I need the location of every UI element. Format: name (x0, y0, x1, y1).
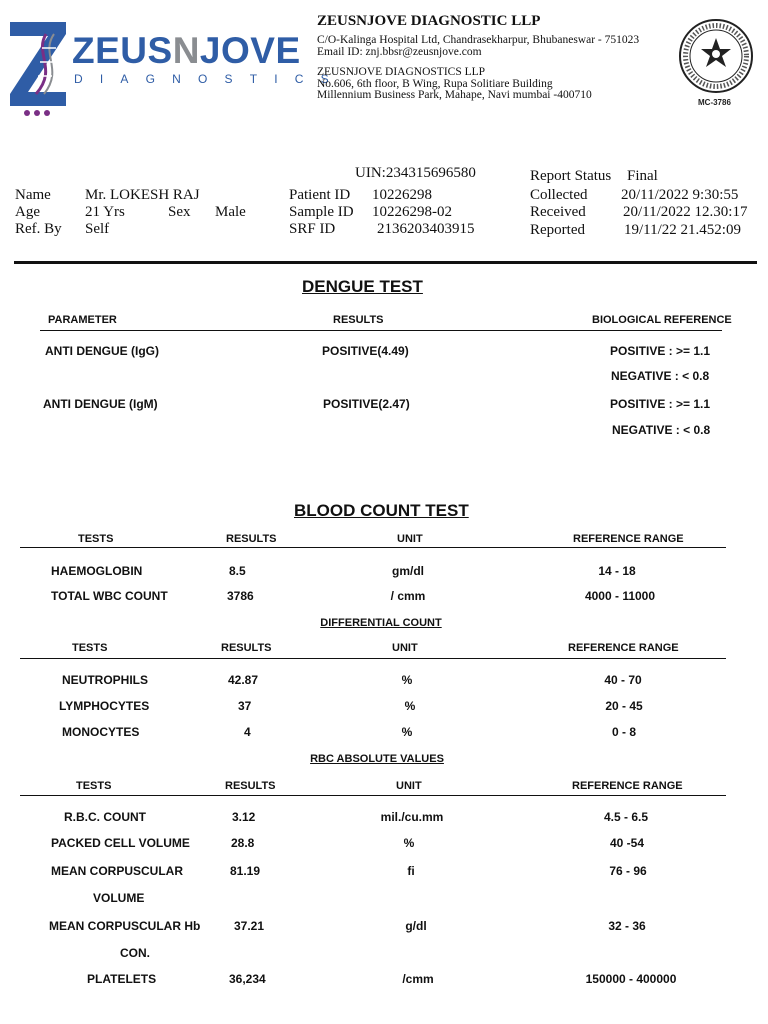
test-result: 37.21 (234, 919, 265, 933)
logo-subtitle: DIAGNOSTICS (74, 72, 346, 86)
test-name: PLATELETS (87, 972, 157, 986)
table-divider (20, 547, 726, 548)
col-header-reference-range: REFERENCE RANGE (568, 642, 679, 654)
srf-id: 2136203403915 (377, 221, 475, 237)
test-result: 4 (244, 725, 251, 739)
test-range: 150000 - 400000 (585, 972, 677, 986)
dengue-ref-negative: NEGATIVE : < 0.8 (611, 369, 710, 383)
test-result: 37 (238, 699, 252, 713)
address-line: C/O-Kalinga Hospital Ltd, Chandrasekharpur, Bhubaneswar - 751023 (317, 34, 640, 46)
dengue-result: POSITIVE(4.49) (322, 344, 409, 358)
ref-by: Self (85, 221, 110, 237)
report-status-value: Final (627, 168, 658, 184)
test-unit: % (401, 725, 413, 739)
logo-dot (34, 110, 40, 116)
test-unit: % (401, 673, 413, 687)
dengue-ref-negative: NEGATIVE : < 0.8 (612, 423, 711, 437)
patient-name: Mr. LOKESH RAJ (85, 187, 200, 203)
srf-id-label: SRF ID (289, 221, 336, 237)
col-header-results: RESULTS (221, 642, 272, 654)
test-unit: % (404, 699, 416, 713)
test-unit: % (403, 836, 415, 850)
col-header-results: RESULTS (225, 780, 276, 792)
company-name: ZEUSNJOVE DIAGNOSTIC LLP (317, 13, 541, 29)
test-range: 20 - 45 (605, 699, 643, 713)
test-unit: /cmm (402, 972, 434, 986)
seal-code: MC-3786 (698, 98, 731, 107)
dengue-ref-positive: POSITIVE : >= 1.1 (610, 344, 711, 358)
address-line: No.606, 6th floor, B Wing, Rupa Solitiare Building (317, 78, 553, 90)
test-name: R.B.C. COUNT (64, 810, 146, 824)
test-name: MEAN CORPUSCULAR (51, 864, 183, 878)
test-unit: g/dl (405, 919, 427, 933)
test-name-continued: CON. (120, 946, 150, 960)
test-name: LYMPHOCYTES (59, 699, 150, 713)
dengue-param: ANTI DENGUE (IgM) (43, 397, 158, 411)
test-range: 32 - 36 (608, 919, 646, 933)
test-range: 0 - 8 (611, 725, 637, 739)
test-name: MEAN CORPUSCULAR Hb (49, 919, 201, 933)
address-line: ZEUSNJOVE DIAGNOSTICS LLP (317, 66, 486, 78)
received-value: 20/11/2022 12.30:17 (623, 204, 748, 220)
col-header-unit: UNIT (396, 780, 422, 792)
patient-id: 10226298 (372, 187, 432, 203)
test-range: 76 - 96 (609, 864, 647, 878)
patient-age: 21 Yrs (85, 204, 125, 220)
col-header-unit: UNIT (392, 642, 418, 654)
dengue-ref-positive: POSITIVE : >= 1.1 (610, 397, 711, 411)
email-line: Email ID: znj.bbsr@zeusnjove.com (317, 46, 482, 58)
test-range: 40 - 70 (604, 673, 642, 687)
table-divider (40, 330, 722, 331)
col-header-tests: TESTS (78, 533, 114, 545)
test-result: 81.19 (230, 864, 261, 878)
reported-value: 19/11/22 21.452:09 (624, 222, 741, 238)
collected-value: 20/11/2022 9:30:55 (621, 187, 739, 203)
test-range: 14 - 18 (598, 564, 636, 578)
sample-id-label: Sample ID (289, 204, 354, 220)
test-result: 28.8 (231, 836, 255, 850)
test-range: 4000 - 11000 (584, 589, 656, 603)
col-header-reference-range: REFERENCE RANGE (572, 780, 683, 792)
differential-count-title: DIFFERENTIAL COUNT (320, 617, 442, 629)
test-name: TOTAL WBC COUNT (51, 589, 168, 603)
test-unit: gm/dl (392, 564, 424, 578)
dengue-param: ANTI DENGUE (IgG) (45, 344, 159, 358)
test-range: 40 -54 (609, 836, 645, 850)
logo-wordmark: ZEUSNJOVE (72, 30, 301, 71)
col-header-reference-range: REFERENCE RANGE (573, 533, 684, 545)
patient-sex: Male (215, 204, 246, 220)
col-header-tests: TESTS (76, 780, 112, 792)
col-header-unit: UNIT (397, 533, 423, 545)
test-unit: mil./cu.mm (380, 810, 444, 824)
col-header-results: RESULTS (226, 533, 277, 545)
table-divider (20, 795, 726, 796)
test-name: NEUTROPHILS (62, 673, 149, 687)
col-header-tests: TESTS (72, 642, 108, 654)
test-unit: fi (407, 864, 415, 878)
col-header-results: RESULTS (333, 314, 384, 326)
address-line: Millennium Business Park, Mahape, Navi mumbai -400710 (317, 89, 592, 101)
test-unit: / cmm (390, 589, 426, 603)
blood-count-title: BLOOD COUNT TEST (294, 501, 469, 520)
logo-z-mark (6, 14, 72, 110)
logo-dot (24, 110, 30, 116)
logo-dot (44, 110, 50, 116)
patient-id-label: Patient ID (289, 187, 351, 203)
header-divider (14, 261, 757, 264)
test-result: 8.5 (229, 564, 246, 578)
report-status-label: Report Status (530, 168, 612, 184)
dengue-result: POSITIVE(2.47) (323, 397, 410, 411)
uin: UIN:234315696580 (355, 165, 476, 181)
test-result: 3786 (227, 589, 254, 603)
test-result: 36,234 (229, 972, 266, 986)
test-name: PACKED CELL VOLUME (51, 836, 190, 850)
collected-label: Collected (530, 187, 588, 203)
test-result: 3.12 (232, 810, 256, 824)
accreditation-seal-icon (678, 18, 754, 94)
col-header-parameter: PARAMETER (48, 314, 117, 326)
name-label: Name (15, 187, 51, 203)
col-header-biological-reference: BIOLOGICAL REFERENCE (592, 314, 732, 326)
test-name-continued: VOLUME (93, 891, 145, 905)
rbc-absolute-values-title: RBC ABSOLUTE VALUES (310, 753, 444, 765)
test-name: HAEMOGLOBIN (51, 564, 143, 578)
age-label: Age (15, 204, 40, 220)
sample-id: 10226298-02 (372, 204, 452, 220)
test-range: 4.5 - 6.5 (603, 810, 649, 824)
reported-label: Reported (530, 222, 585, 238)
test-result: 42.87 (228, 673, 259, 687)
table-divider (20, 658, 726, 659)
dengue-title: DENGUE TEST (302, 277, 423, 296)
ref-by-label: Ref. By (15, 221, 62, 237)
received-label: Received (530, 204, 586, 220)
test-name: MONOCYTES (62, 725, 140, 739)
sex-label: Sex (168, 204, 191, 220)
